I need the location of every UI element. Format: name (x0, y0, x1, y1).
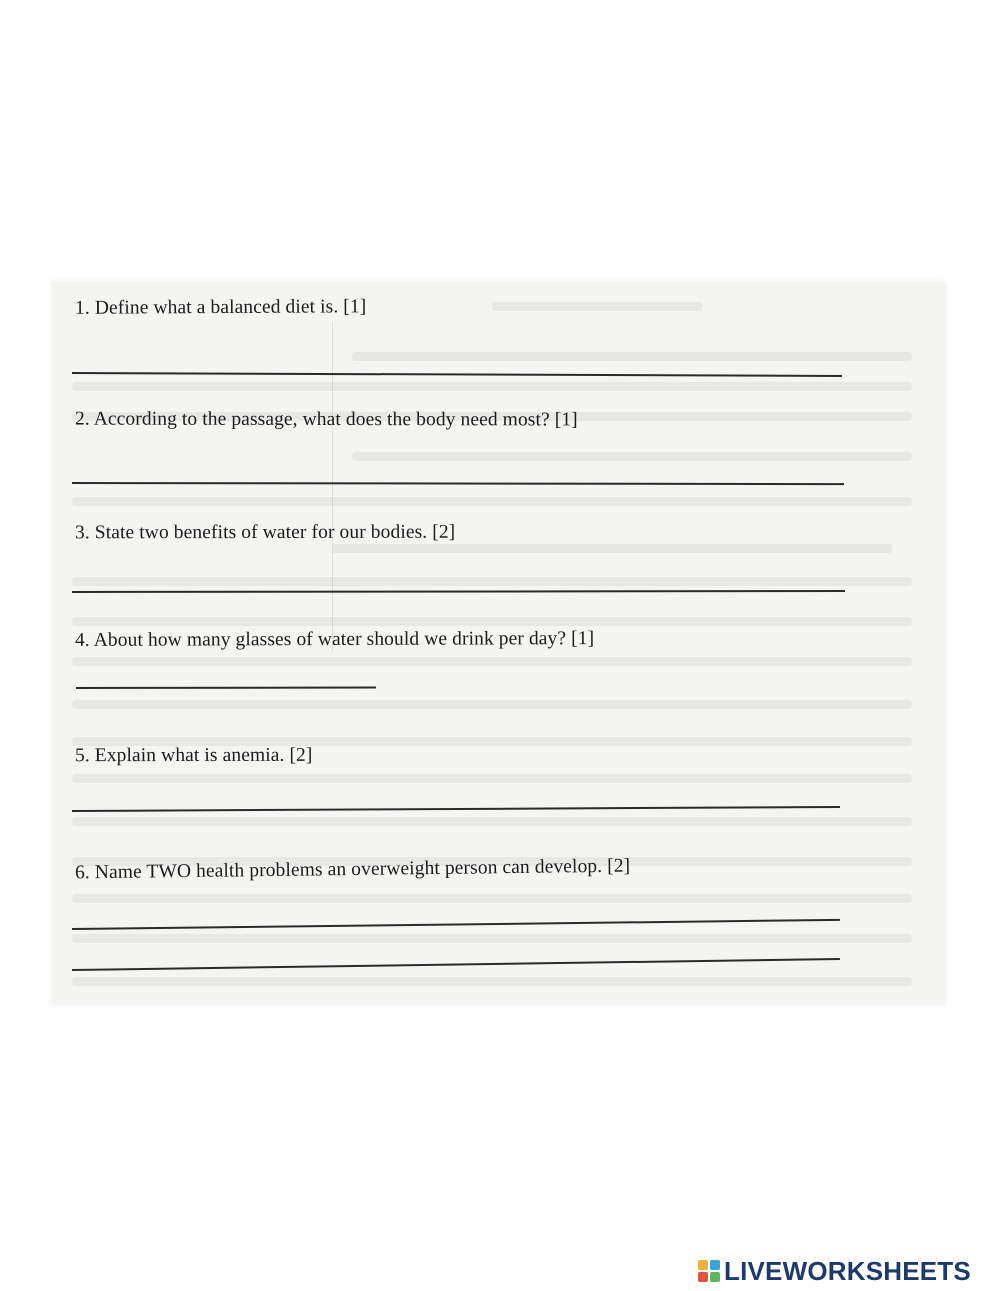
worksheet-photo (52, 282, 945, 1004)
answer-line-1[interactable] (72, 372, 842, 377)
answer-line-3[interactable] (72, 590, 845, 593)
question-5: 5. Explain what is anemia. [2] (74, 744, 313, 767)
question-3: 3. State two benefits of water for our bodies. [2] (74, 521, 456, 544)
question-6: 6. Name TWO health problems an overweight person can develop. [2] (74, 855, 631, 884)
answer-line-2[interactable] (72, 482, 844, 485)
liveworksheets-brand[interactable] (698, 1258, 971, 1284)
brand-name: LIVEWORKSHEETS (724, 1256, 971, 1286)
question-2: 2. According to the passage, what does the body need most? [1] (74, 408, 578, 431)
question-4: 4. About how many glasses of water should we drink per day? [1] (74, 628, 595, 651)
answer-line-5[interactable] (72, 806, 840, 812)
answer-line-6b[interactable] (72, 958, 840, 971)
answer-line-6a[interactable] (72, 919, 840, 930)
question-1: 1. Define what a balanced diet is. [1] (74, 296, 367, 319)
answer-line-4[interactable] (76, 686, 376, 688)
liveworksheets-logo-icon (698, 1260, 720, 1282)
